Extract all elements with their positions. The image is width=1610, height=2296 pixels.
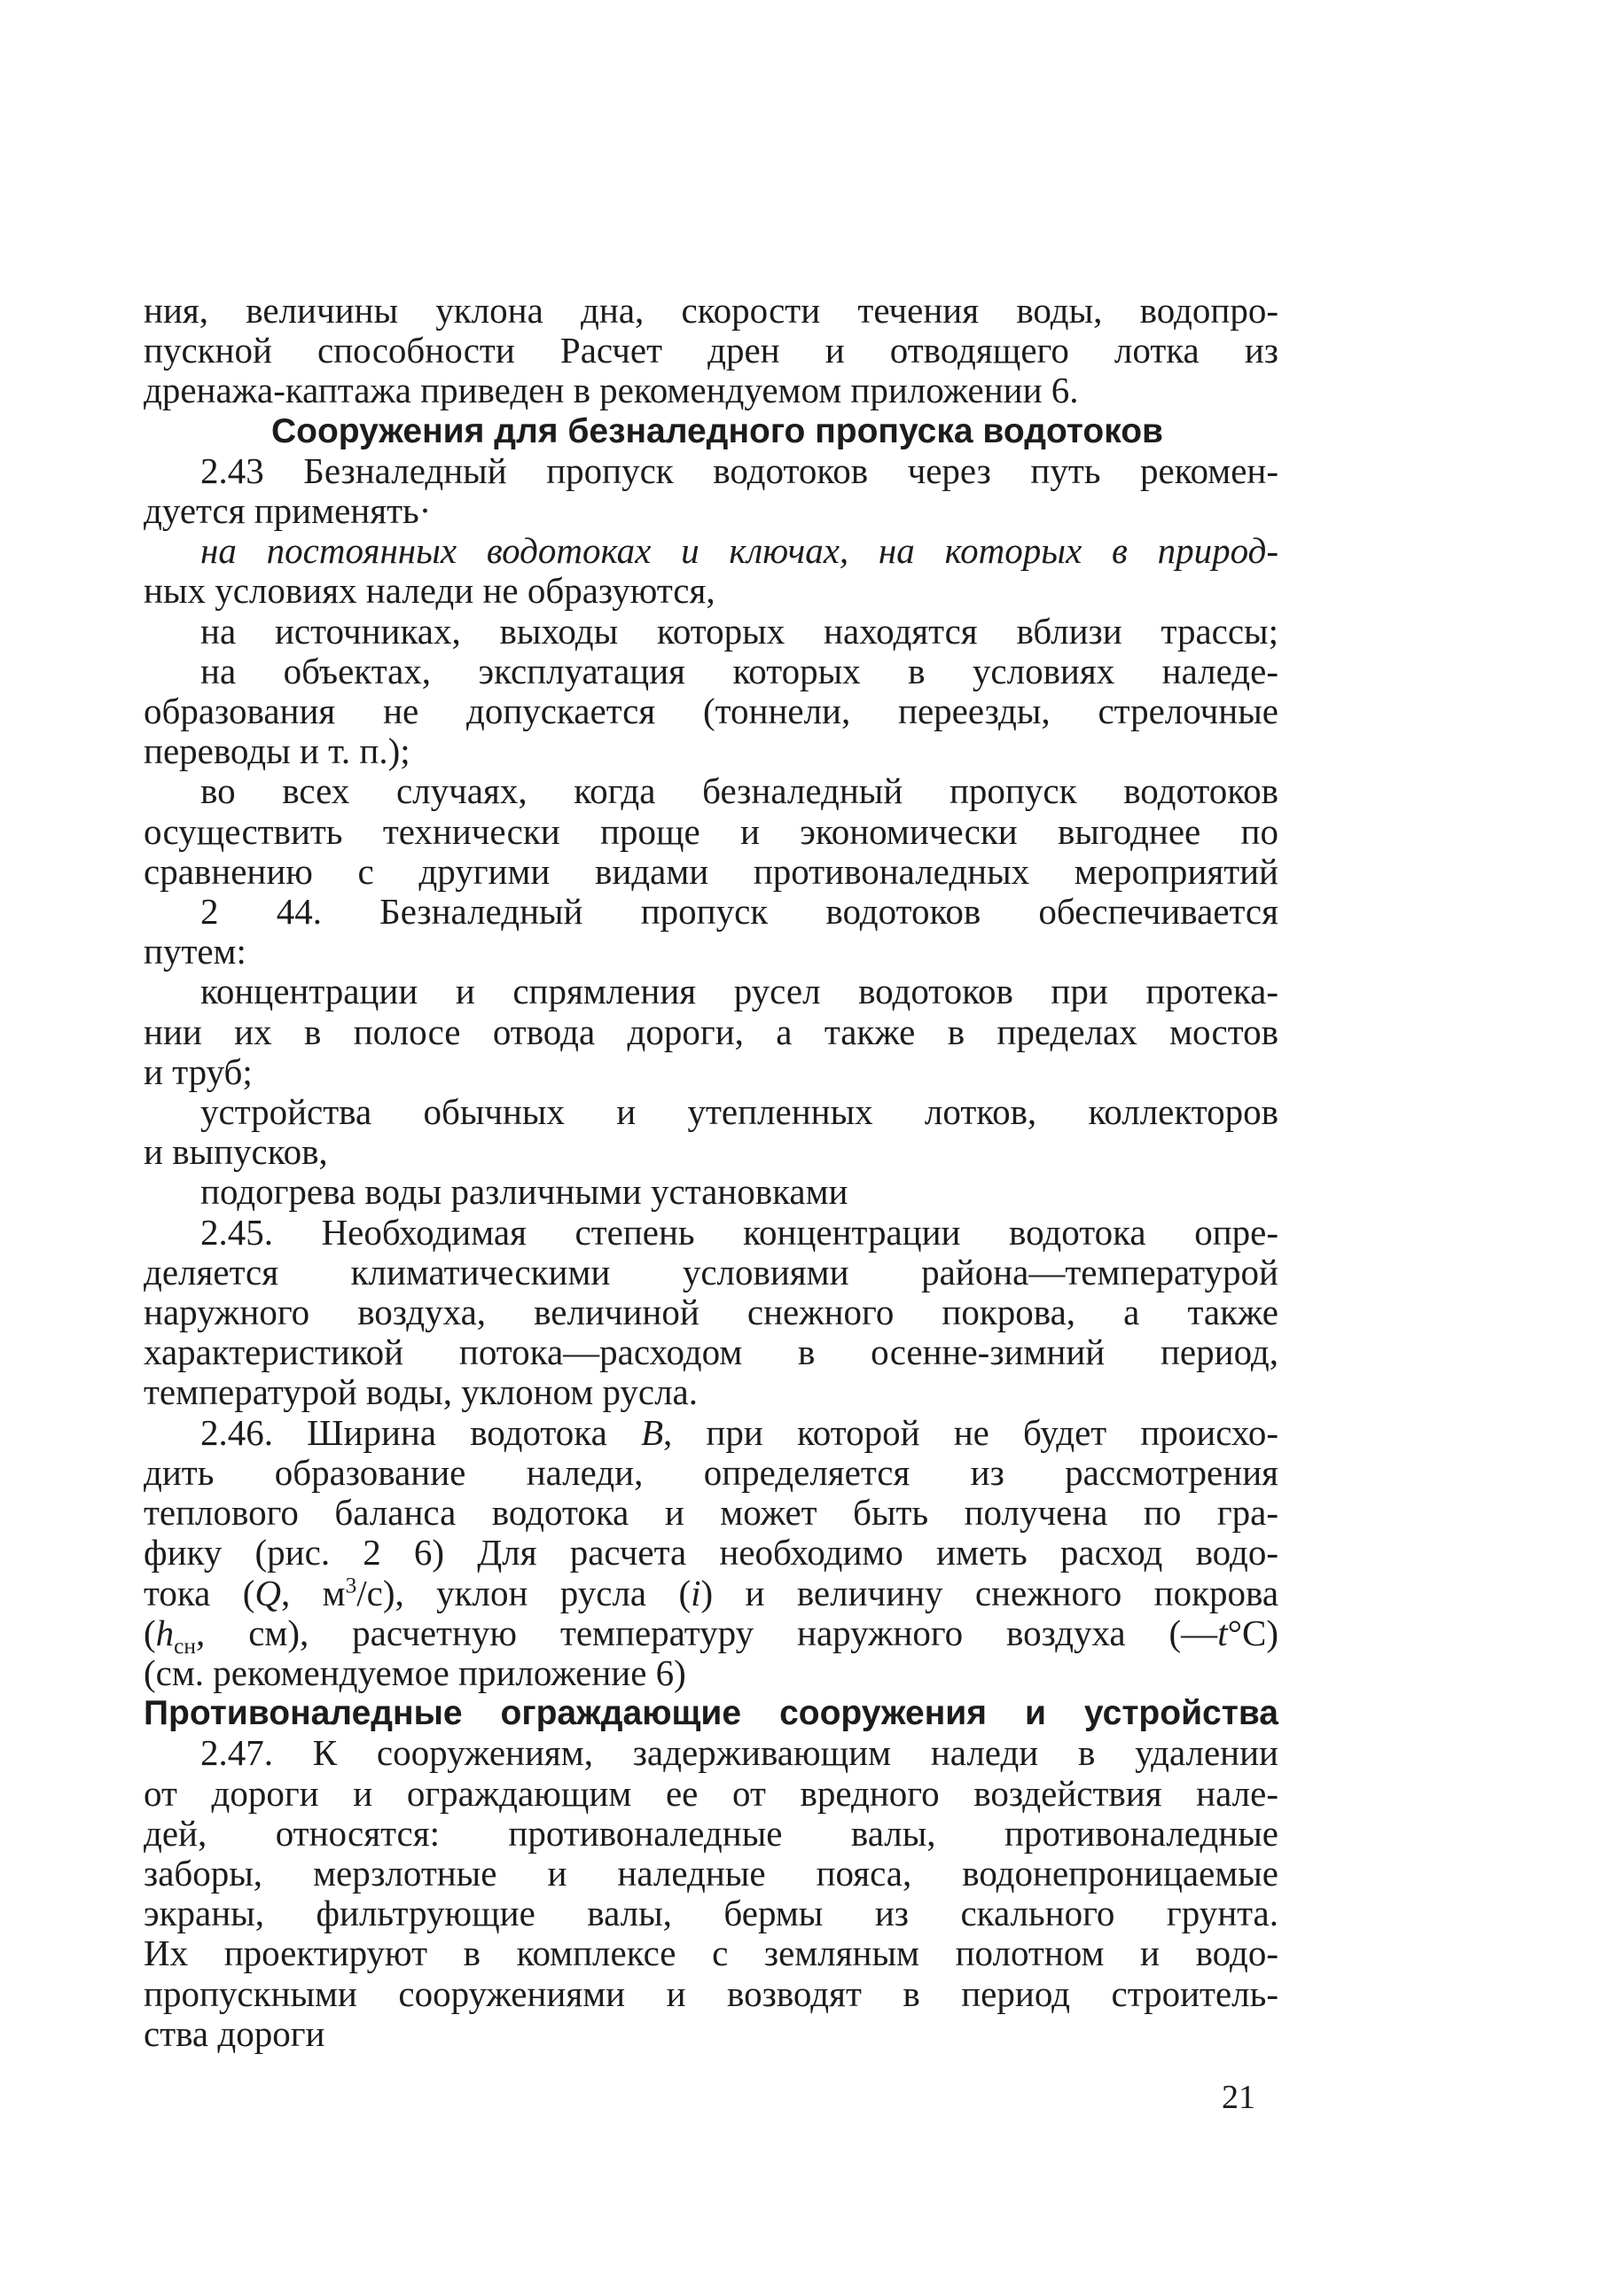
text-line: температурой воды, уклоном русла. xyxy=(144,1371,699,1413)
text-line: ных условиях наледи не образуются, xyxy=(144,570,715,612)
variable-b: B xyxy=(640,1411,663,1453)
text-line: и выпусков, xyxy=(144,1131,328,1173)
subscript: сн xyxy=(174,1633,197,1659)
text-line xyxy=(144,1612,1278,1659)
text-run: ) и величину снежного покрова xyxy=(700,1572,1279,1613)
text-line: от дороги и ограждающим ее от вредного воздействия нале- xyxy=(144,1772,1278,1814)
text-line: пускной способности Расчет дрен и отводящего лотка из xyxy=(144,330,1278,371)
text-run: , при которой не будет происхо- xyxy=(663,1411,1278,1453)
text-line: во всех случаях, когда безналедный пропуск водотоков xyxy=(200,770,1278,812)
text-line: осуществить технически проще и экономически выгоднее по xyxy=(144,810,1278,852)
text-run: , см), расчетную температуру наружного воздуха (— xyxy=(196,1612,1218,1653)
text-line: сравнению с другими видами противоналедных мероприятий xyxy=(144,850,1278,892)
text-line: ства дороги xyxy=(144,2012,325,2054)
text-line xyxy=(144,1413,1278,1453)
text-line: переводы и т. п.); xyxy=(144,730,410,772)
page-number: 21 xyxy=(1222,2079,1255,2116)
text-line: нии их в полосе отвода дороги, а также в пределах мостов xyxy=(144,1011,1278,1052)
text-run: /с), уклон русла ( xyxy=(356,1572,692,1613)
text-line: на объектах, эксплуатация которых в условиях наледе- xyxy=(200,650,1278,691)
text-line: 2.47. К сооружениям, задерживающим наледи в удалении xyxy=(200,1732,1278,1774)
text-line: экраны, фильтрующие валы, бермы из скального грунта. xyxy=(144,1893,1278,1934)
text-line: концентрации и спрямления русел водотоков при протека- xyxy=(200,971,1278,1012)
text-line: на источниках, выходы которых находятся вблизи трассы; xyxy=(200,610,1278,652)
text-run: ( xyxy=(144,1612,156,1653)
text-line: заборы, мерзлотные и наледные пояса, водонепроницаемые xyxy=(144,1852,1278,1894)
variable-t: t xyxy=(1217,1612,1228,1653)
text-line: деляется климатическими условиями района—температурой xyxy=(144,1251,1278,1292)
text-run: тока ( xyxy=(144,1572,255,1613)
page-body xyxy=(144,291,1278,2054)
text-line: наружного воздуха, величиной снежного покрова, а также xyxy=(144,1292,1278,1333)
text-line: фику (рис. 2 6) Для расчета необходимо иметь расход водо- xyxy=(144,1532,1278,1574)
text-line: пропускными сооружениями и возводят в период строитель- xyxy=(144,1972,1278,2014)
section-heading: Противоналедные ограждающие сооружения и устройства xyxy=(144,1694,1278,1733)
text-line: дить образование наледи, определяется из рассмотрения xyxy=(144,1451,1278,1493)
text-line: дуется применять· xyxy=(144,490,432,532)
variable-h: h xyxy=(155,1612,175,1653)
text-line: устройства обычных и утепленных лотков, коллекторов xyxy=(200,1091,1278,1133)
text-run: , м xyxy=(281,1572,346,1613)
text-run: 2.46. Ширина водотока xyxy=(200,1411,641,1453)
text-line: (см. рекомендуемое приложение 6) xyxy=(144,1652,686,1693)
text-line xyxy=(144,1574,1278,1613)
text-line: на постоянных водотоках и ключах, на которых в природ- xyxy=(200,530,1278,572)
superscript: 3 xyxy=(345,1572,357,1597)
variable-q: Q xyxy=(254,1572,281,1613)
text-line: Их проектируют в комплексе с земляным полотном и водо- xyxy=(144,1933,1278,1974)
text-line: теплового баланса водотока и может быть получена по гра- xyxy=(144,1492,1278,1534)
text-line: 2.43 Безналедный пропуск водотоков через путь рекомен- xyxy=(200,449,1278,491)
section-heading: Сооружения для безналедного пропуска водотоков xyxy=(270,411,1164,450)
text-line: 2.45. Необходимая степень концентрации водотока опре- xyxy=(200,1211,1278,1253)
text-line: подогрева воды различными установками xyxy=(200,1171,848,1213)
text-line: путем: xyxy=(144,931,246,972)
text-line: дренажа-каптажа приведен в рекомендуемом приложении 6. xyxy=(144,370,1079,411)
text-line: 2 44. Безналедный пропуск водотоков обеспечивается xyxy=(200,891,1278,933)
text-line: образования не допускается (тоннели, переезды, стрелочные xyxy=(144,691,1278,732)
variable-i: i xyxy=(691,1572,701,1613)
text-line: дей, относятся: противоналедные валы, противоналедные xyxy=(144,1812,1278,1854)
text-line: ния, величины уклона дна, скорости течения воды, водопро- xyxy=(144,290,1278,331)
text-run: °С) xyxy=(1227,1612,1278,1653)
text-line: характеристикой потока—расходом в осенне-зимний период, xyxy=(144,1332,1278,1373)
text-line: и труб; xyxy=(144,1050,253,1092)
